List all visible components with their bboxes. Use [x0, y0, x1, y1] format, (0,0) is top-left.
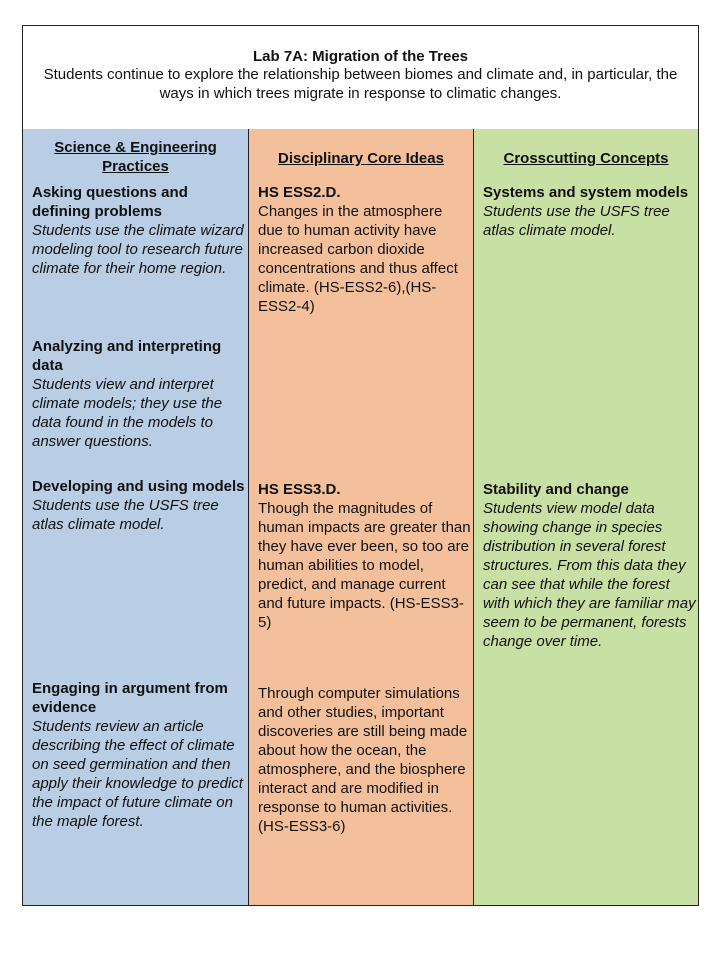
practice-text: Students view and interpret climate models; they use the data found in the models to answer questions.: [32, 376, 223, 450]
core-idea-text: Changes in the atmosphere due to human activity have increased carbon dioxide concentrations and thus affect climate. (HS-ESS2-6),(HS-ESS2-4): [258, 203, 458, 315]
core-idea-text: Though the magnitudes of human impacts are greater than they have ever been, so too are human abilities to model, predict, and manage current and future impacts. (HS-ESS3-5): [258, 500, 471, 631]
standards-table: [22, 25, 699, 906]
practice-text: Students use the USFS tree atlas climate model.: [32, 497, 219, 533]
column-science-engineering-practices: [23, 129, 248, 905]
practice-analyzing-data: [32, 337, 246, 451]
practice-argument-evidence: [32, 679, 246, 831]
column-disciplinary-core-ideas: [248, 129, 473, 905]
practice-title: Developing and using models: [32, 478, 245, 495]
core-idea-ess2d: [258, 183, 471, 316]
column-crosscutting-concepts: [473, 129, 698, 905]
core-idea-title: HS ESS2.D.: [258, 184, 341, 201]
core-idea-ess3-6: [258, 684, 471, 836]
column-heading-core-ideas: Disciplinary Core Ideas: [278, 150, 444, 167]
concept-title: Systems and system models: [483, 184, 689, 201]
concept-title: Stability and change: [483, 481, 629, 498]
concept-stability-change: [483, 480, 696, 651]
practice-title: Engaging in argument from evidence: [32, 680, 228, 716]
column-heading-practices: Science & Engineering Practices: [54, 139, 217, 175]
practice-asking-questions: [32, 183, 246, 278]
practice-title: Asking questions and defining problems: [32, 184, 188, 220]
concept-text: Students view model data showing change in species distribution in several forest structures. From this data they can see that while the forest with which they are familiar may seem to be permanent, forests change over time.: [483, 500, 696, 650]
core-idea-ess3d: [258, 480, 471, 632]
concept-systems-models: [483, 183, 696, 240]
core-idea-text: Through computer simulations and other studies, important discoveries are still being made about how the ocean, the atmosphere, and the biosphere interact and are modified in response to human activities. (HS-ESS3-6): [258, 685, 468, 835]
practice-developing-models: [32, 477, 246, 534]
core-idea-title: HS ESS3.D.: [258, 481, 341, 498]
lab-title: Lab 7A: Migration of the Trees: [252, 48, 469, 65]
practice-title: Analyzing and interpreting data: [32, 338, 222, 374]
practice-text: Students review an article describing the effect of climate on seed germination and then apply their knowledge to predict the impact of future climate on the maple forest.: [32, 718, 243, 830]
table-header: [23, 26, 698, 130]
column-heading-crosscutting: Crosscutting Concepts: [503, 150, 669, 167]
concept-text: Students use the USFS tree atlas climate model.: [483, 203, 670, 239]
lab-description: Students continue to explore the relationship between biomes and climate and, in particular, the ways in which trees migrate in response to climatic changes.: [43, 66, 678, 102]
practice-text: Students use the climate wizard modeling tool to research future climate for their home region.: [32, 222, 244, 277]
